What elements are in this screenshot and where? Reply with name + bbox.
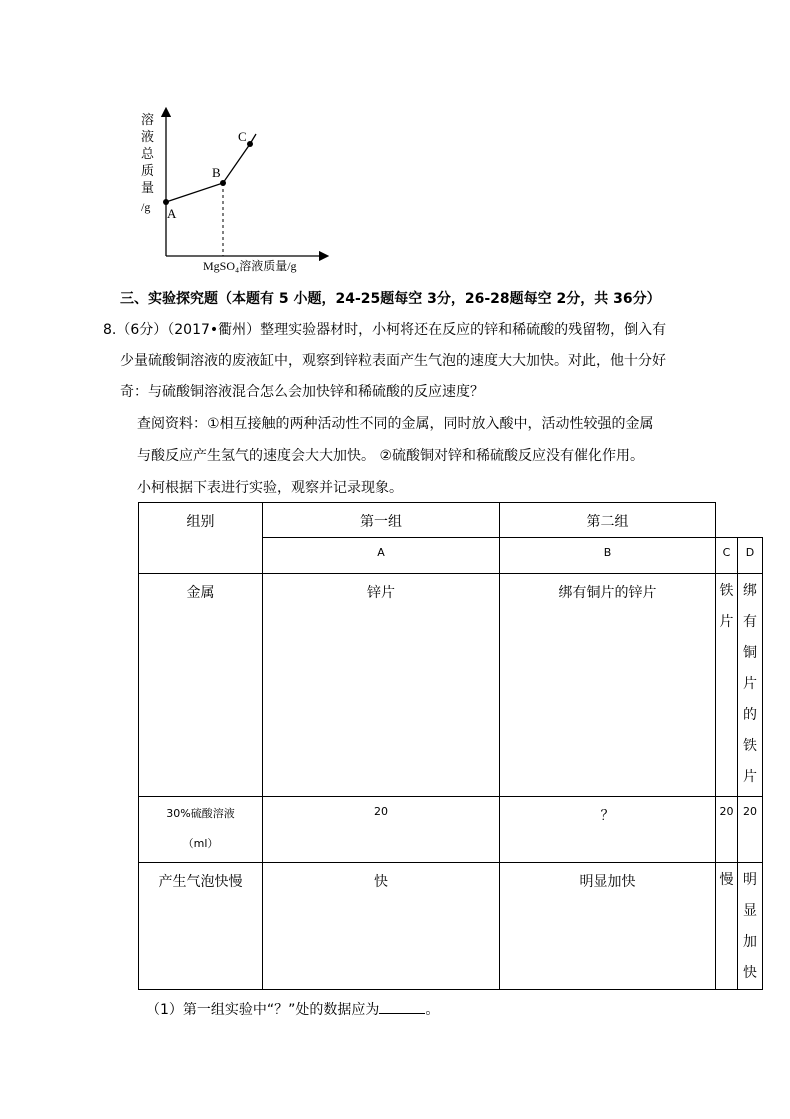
acid-label-line-2: （ml） [182,837,219,850]
question-line-1: 8.（6分）（2017•衢州）整理实验器材时，小柯将还在反应的锌和稀硫酸的残留物，倒入有 [103,322,667,338]
acid-label-line-1: 30%硫酸溶液 [166,807,235,820]
metal-d-char: 的 [743,707,757,723]
acid-a: 20 [263,797,500,863]
metal-a: 锌片 [263,574,500,797]
metal-c-char: 片 [719,614,734,630]
metal-c-char: 铁 [719,583,734,599]
y-label-char-1: 溶 [141,113,155,128]
x-axis-label: MgSO₄溶液质量/g [203,259,297,273]
point-b [220,180,226,186]
sub-question-1 [146,999,439,1020]
metal-d-char: 铁 [743,738,757,754]
col-a-header: A [263,538,500,574]
bubble-a: 快 [263,863,500,990]
point-a-label: A [167,206,177,221]
group-1-header: 第一组 [263,503,500,538]
y-label-char-3: 总 [141,147,155,162]
acid-d: 20 [738,797,763,863]
col-b-header: B [500,538,716,574]
sub-question-suffix: 。 [425,1002,440,1018]
metal-c [716,574,738,797]
mass-graph [130,100,340,280]
y-label-char-5: 量 [141,181,155,196]
metal-d-char: 片 [743,676,757,692]
answer-blank[interactable] [379,999,425,1014]
y-unit: /g [141,200,151,214]
metal-d-char: 有 [743,614,757,630]
metal-d-char: 铜 [743,645,757,661]
metal-d-char: 绑 [743,583,757,599]
group-2-header: 第二组 [500,503,716,538]
point-c [247,141,253,147]
row-bubble-label: 产生气泡快慢 [139,863,263,990]
col-c-header: C [716,538,738,574]
metal-d-char: 片 [743,769,757,785]
experiment-intro: 小柯根据下表进行实验，观察并记录现象。 [137,480,403,496]
bubble-d [738,863,763,990]
mass-curve [166,134,256,202]
y-label-char-2: 液 [141,130,155,145]
experiment-table [138,502,763,990]
y-label-char-4: 质 [141,164,155,179]
row-acid-label [139,797,263,863]
bubble-d-char: 快 [743,965,757,981]
bubble-c-char: 慢 [719,872,734,888]
bubble-d-char: 显 [743,903,757,919]
reference-info-1: 查阅资料：①相互接触的两种活动性不同的金属，同时放入酸中，活动性较强的金属 [137,416,654,432]
bubble-c [716,863,738,990]
section-heading: 三、实验探究题（本题有 5 小题，24-25题每空 3分，26-28题每空 2分，共 36分） [120,291,661,307]
acid-b: ？ [500,797,716,863]
metal-b: 绑有铜片的锌片 [500,574,716,797]
point-b-label: B [212,165,221,180]
bubble-b: 明显加快 [500,863,716,990]
row-metal-label: 金属 [139,574,263,797]
group-header: 组别 [139,503,263,574]
question-line-3: 奇：与硫酸铜溶液混合怎么会加快锌和稀硫酸的反应速度？ [120,384,484,400]
point-c-label: C [238,129,247,144]
sub-question-prefix: （1）第一组实验中“？”处的数据应为 [146,1002,380,1018]
point-a [163,199,169,205]
acid-c: 20 [716,797,738,863]
col-d-header: D [738,538,763,574]
metal-d [738,574,763,797]
empty-corner [716,503,763,538]
question-line-2: 少量硫酸铜溶液的废液缸中，观察到锌粒表面产生气泡的速度大大加快。对此，他十分好 [120,353,666,369]
bubble-d-char: 加 [743,934,757,950]
bubble-d-char: 明 [743,872,757,888]
reference-info-2: 与酸反应产生氢气的速度会大大加快。 ②硫酸铜对锌和稀硫酸反应没有催化作用。 [137,448,644,464]
